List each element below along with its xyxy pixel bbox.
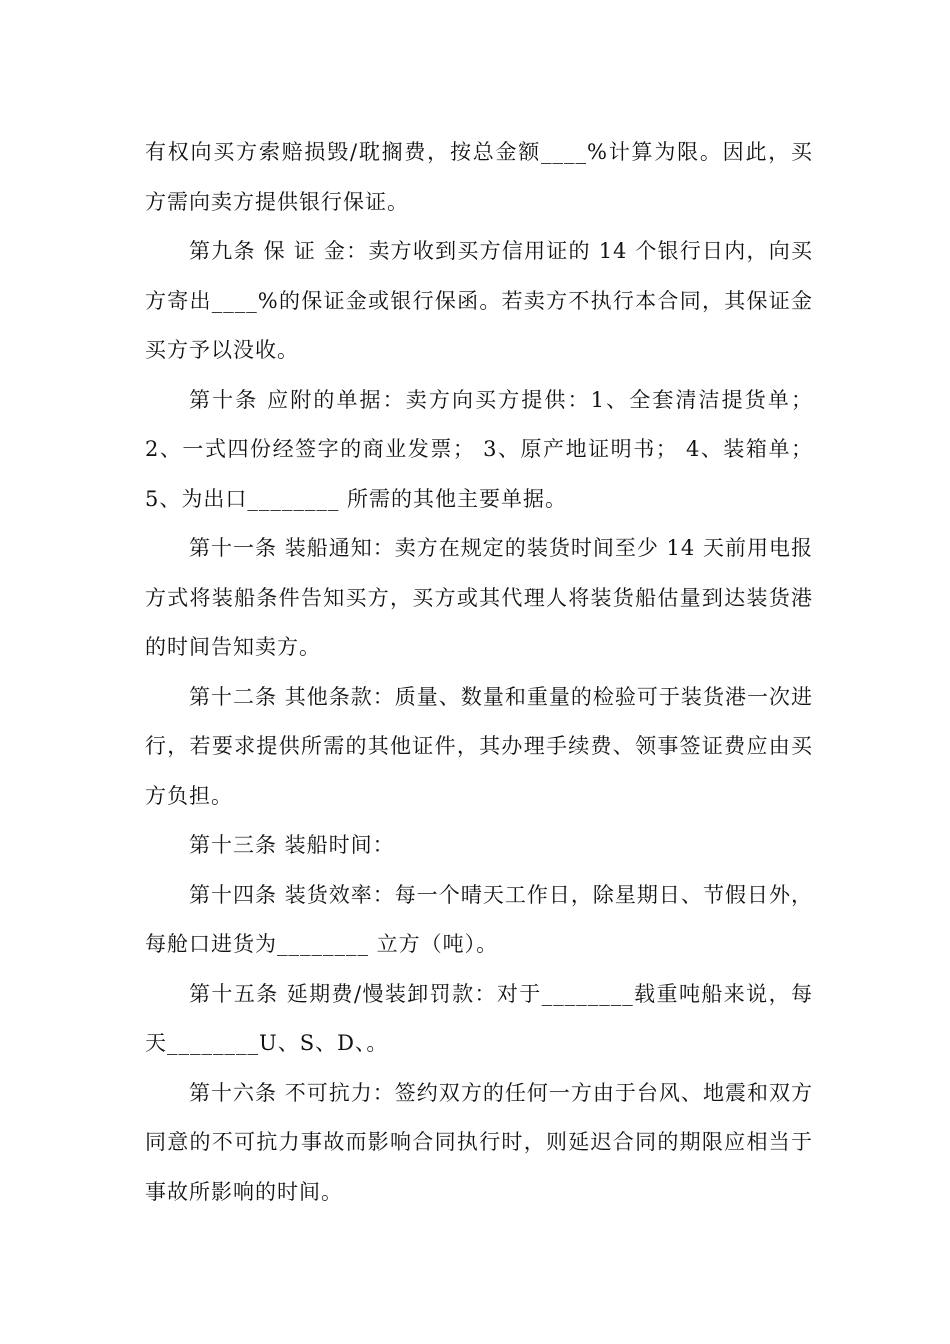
- contract-body: [145, 128, 813, 1217]
- paragraph-article-14-loading-rate: 第十四条 装货效率：每一个晴天工作日，除星期日、节假日外，每舱口进货为________ 立方（吨）。: [145, 882, 813, 956]
- paragraph-article-9-deposit: 第九条 保 证 金：卖方收到买方信用证的 14 个银行日内，向买方寄出____%的保证金或银行保函。若卖方不执行本合同，其保证金买方予以没收。: [145, 239, 813, 362]
- paragraph-article-12-other-terms: 第十二条 其他条款：质量、数量和重量的检验可于装货港一次进行，若要求提供所需的其他证件，其办理手续费、领事签证费应由买方负担。: [145, 684, 813, 808]
- paragraph-buyer-guarantee: 有权向买方索赔损毁/耽搁费，按总金额____%计算为限。因此，买方需向卖方提供银行保证。: [145, 140, 813, 214]
- paragraph-article-11-shipping-notice: 第十一条 装船通知：卖方在规定的装货时间至少 14 天前用电报方式将装船条件告知买方，买方或其代理人将装货船估量到达装货港的时间告知卖方。: [145, 536, 813, 659]
- paragraph-article-16-force-majeure: 第十六条 不可抗力：签约双方的任何一方由于台风、地震和双方同意的不可抗力事故而影响合同执行时，则延迟合同的期限应相当于事故所影响的时间。: [145, 1080, 813, 1204]
- paragraph-article-15-demurrage: 第十五条 延期费/慢装卸罚款：对于________载重吨船来说，每天________U、S、D、。: [145, 981, 813, 1055]
- paragraph-article-13-shipping-time: 第十三条 装船时间：: [189, 833, 395, 857]
- paragraph-article-10-documents: 第十条 应附的单据：卖方向买方提供：1、全套清洁提货单；2、一式四份经签字的商业发票； 3、原产地证明书； 4、装箱单；5、为出口________ 所需的其他主要单据。: [145, 387, 813, 511]
